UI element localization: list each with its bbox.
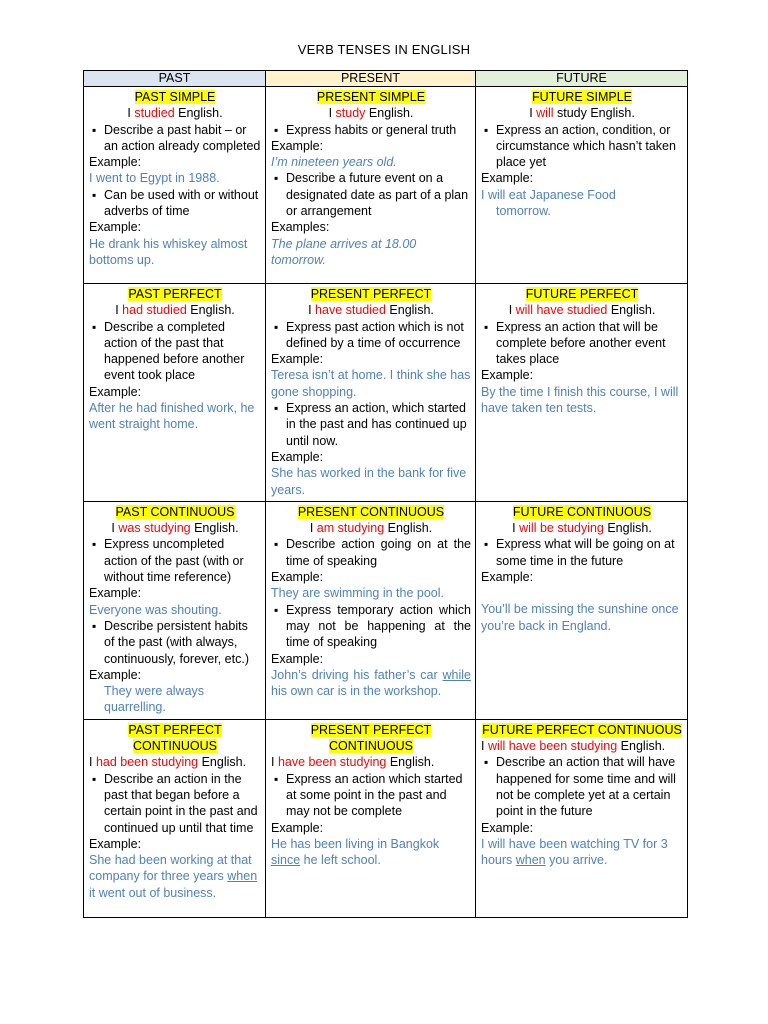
usage-point: ▪ Express temporary action which may not be happening at the time of speaking (271, 602, 471, 651)
tense-name: FUTURE CONTINUOUS (512, 504, 652, 519)
tense-form: I will have been studying English. (481, 739, 666, 754)
example-label: Example: (271, 570, 324, 585)
example-text: By the time I finish this course, I will have taken ten tests. (481, 384, 679, 416)
usage-point: ▪ Express an action that will be complete before another event takes place (481, 319, 683, 368)
example-text: She has worked in the bank for five years. (271, 466, 467, 497)
example-text: He drank his whiskey almost bottoms up. (89, 236, 248, 267)
cell-present-continuous (266, 501, 476, 719)
header-past: PAST (84, 71, 266, 87)
row-continuous (84, 501, 688, 719)
cell-future-continuous (476, 501, 688, 719)
example-label: Example: (481, 171, 534, 186)
example-text: I will eat Japanese Food (481, 187, 616, 202)
example-label: Example: (89, 155, 142, 170)
cell-present-simple (266, 87, 476, 284)
example-label: Example: (271, 651, 324, 666)
example-label: Example: (271, 352, 324, 367)
example-text: The plane arrives at 18.00 tomorrow. (271, 236, 417, 267)
usage-point: ▪ Describe an action in the past that began before a certain point in the past and continued up until that time (89, 771, 261, 836)
page-title: VERB TENSES IN ENGLISH (297, 42, 471, 57)
tense-form: I will study English. (529, 106, 635, 121)
example-label: Example: (271, 138, 324, 153)
usage-point: ▪ Express uncompleted action of the past (with or without time reference) (89, 536, 261, 585)
usage-point: ▪ Express what will be going on at some time in the future (481, 536, 683, 569)
cell-present-perfect-continuous (266, 719, 476, 917)
tense-form: I had studied English. (115, 303, 235, 318)
header-future: FUTURE (476, 71, 688, 87)
usage-point: ▪ Express past action which is not defined by a time of occurrence (271, 319, 471, 352)
cell-future-perfect-continuous (476, 719, 688, 917)
example-text: I’m nineteen years old. (271, 155, 397, 170)
example-label: Example: (271, 820, 324, 835)
tense-name: FUTURE PERFECT (525, 287, 639, 301)
cell-future-perfect (476, 284, 688, 502)
example-label: Example: (89, 836, 142, 851)
example-label: Example: (89, 586, 142, 601)
tense-form: I study English. (328, 106, 414, 121)
verb-tenses-table (83, 70, 688, 918)
usage-point: ▪ Can be used with or without adverbs of time (89, 187, 261, 220)
tense-form: I was studying English. (111, 521, 239, 536)
example-text: She had been working at that company for three years when it went out of business. (89, 853, 258, 900)
usage-point: ▪ Describe a past habit – or an action already completed (89, 122, 261, 155)
example-label: Examples: (271, 220, 330, 235)
row-perfect-continuous (84, 719, 688, 917)
tense-name: PRESENT PERFECT (310, 287, 432, 301)
tense-form: I studied English. (127, 106, 223, 121)
example-label: Example: (89, 667, 142, 682)
tense-name: PAST SIMPLE (134, 90, 216, 104)
tense-form: I am studying English. (309, 521, 433, 536)
example-label: Example: (89, 384, 142, 399)
example-text: tomorrow. (496, 204, 551, 219)
tense-form: I had been studying English. (89, 755, 247, 770)
usage-point: ▪ Describe persistent habits of the past (with always, continuously, forever, etc.) (89, 618, 261, 667)
example-text: Teresa isn’t at home. I think she has gone shopping. (271, 368, 471, 399)
tense-name: PRESENT PERFECT CONTINUOUS (310, 722, 432, 754)
example-text: You’ll be missing the sunshine once you’re back in England. (481, 602, 679, 633)
usage-point: ▪ Express an action, which started in the past and has continued up until now. (271, 400, 471, 449)
example-text: I went to Egypt in 1988. (89, 171, 220, 186)
usage-point: ▪ Describe a completed action of the past that happened before another event took place (89, 319, 261, 384)
usage-point: ▪ Express an action, condition, or circumstance which hasn’t taken place yet (481, 122, 683, 171)
example-label: Example: (89, 220, 142, 235)
example-text: John’s driving his father’s car while his own car is in the workshop. (271, 667, 471, 699)
example-label: Example: (481, 570, 534, 585)
row-perfect (84, 284, 688, 502)
example-label: Example: (481, 820, 534, 835)
usage-point: ▪ Describe an action that will have happened for some time and will not be complete yet at a certain point in the future (481, 754, 683, 819)
usage-point: ▪ Express habits or general truth (271, 122, 471, 138)
cell-past-simple (84, 87, 266, 284)
tense-name: PRESENT SIMPLE (316, 90, 426, 104)
tense-form: I will be studying English. (512, 521, 652, 536)
cell-future-simple (476, 87, 688, 284)
tense-name: FUTURE SIMPLE (531, 90, 632, 104)
row-simple (84, 87, 688, 284)
cell-past-continuous (84, 501, 266, 719)
tense-name: PAST PERFECT CONTINUOUS (128, 722, 222, 754)
tense-name: PAST PERFECT (128, 287, 222, 301)
example-text: Everyone was shouting. (89, 602, 222, 617)
header-present: PRESENT (266, 71, 476, 87)
tense-form: I will have studied English. (508, 303, 656, 318)
example-text: They were always quarrelling. (104, 684, 205, 715)
tense-name: FUTURE PERFECT CONTINUOUS (482, 722, 682, 737)
example-text: He has been living in Bangkok since he left school. (271, 836, 440, 868)
example-text: After he had finished work, he went straight home. (89, 401, 255, 432)
cell-present-perfect (266, 284, 476, 502)
usage-point: ▪ Describe a future event on a designated date as part of a plan or arrangement (271, 170, 471, 219)
tense-name: PAST CONTINUOUS (115, 504, 235, 519)
usage-point: ▪ Describe action going on at the time of speaking (271, 536, 471, 569)
cell-past-perfect (84, 284, 266, 502)
example-text: I will have been watching TV for 3 hours when you arrive. (481, 836, 668, 868)
usage-point: ▪ Express an action which started at some point in the past and may not be complete (271, 771, 471, 820)
tense-form: I have been studying English. (271, 755, 435, 770)
cell-past-perfect-continuous (84, 719, 266, 917)
tense-form: I have studied English. (308, 303, 434, 318)
example-label: Example: (271, 449, 324, 464)
tense-name: PRESENT CONTINUOUS (297, 504, 445, 519)
example-text: They are swimming in the pool. (271, 586, 444, 601)
example-label: Example: (481, 368, 534, 383)
header-row (84, 71, 688, 87)
